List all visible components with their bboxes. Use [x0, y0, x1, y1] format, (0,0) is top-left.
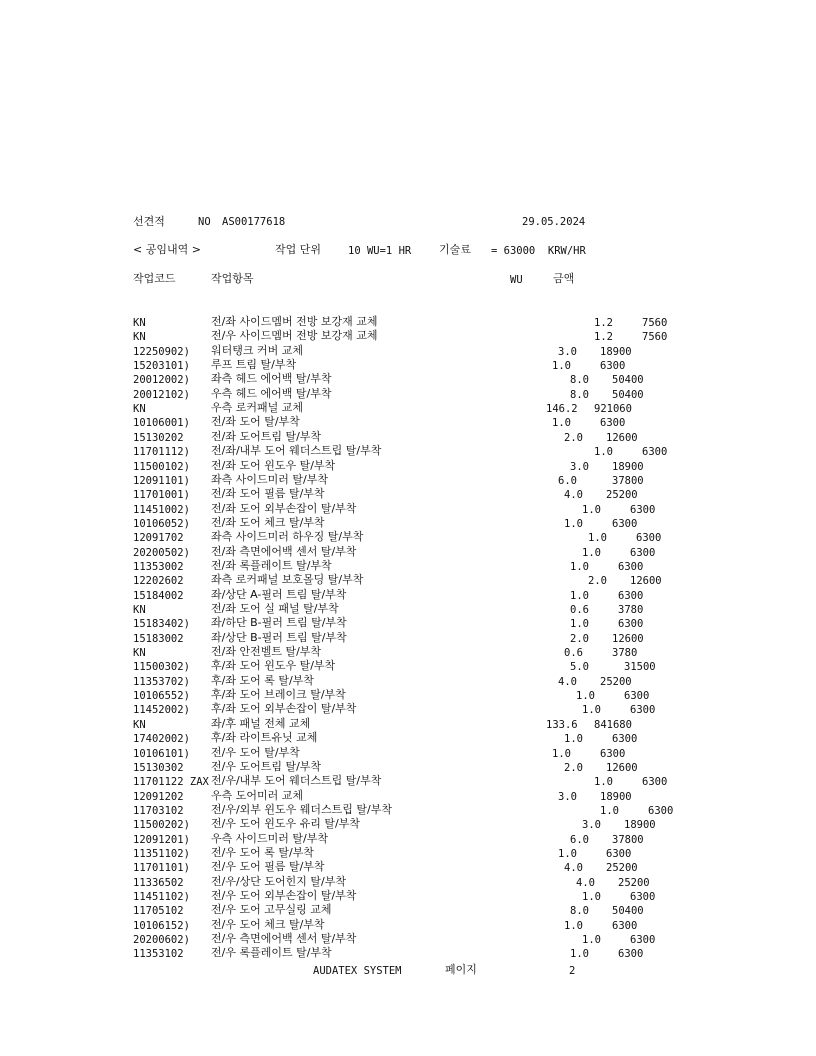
work-item-cell: 전/우 측면에어백 센서 탈/부착: [211, 932, 357, 945]
amount-cell: 31500: [624, 661, 656, 673]
work-unit-cell: 0.6: [564, 647, 583, 659]
work-unit-cell: 1.0: [594, 776, 613, 788]
document-date: 29.05.2024: [522, 216, 586, 228]
work-code-cell: 11701122 ZAX: [133, 776, 209, 788]
amount-cell: 6300: [618, 618, 644, 630]
work-code-cell: 10106001): [133, 417, 190, 429]
work-code-cell: KN: [133, 331, 146, 343]
work-item-cell: 전/우 사이드멤버 전방 보강재 교체: [211, 329, 378, 342]
work-unit-cell: 1.0: [552, 748, 571, 760]
work-item-cell: 좌/상단 A-필러 트림 탈/부착: [211, 588, 347, 601]
work-code-cell: 20200502): [133, 547, 190, 559]
work-code-cell: 10106052): [133, 518, 190, 530]
work-item-cell: 전/우 도어 필름 탈/부착: [211, 860, 325, 873]
work-item-cell: 전/우 도어 외부손잡이 탈/부착: [211, 889, 357, 902]
amount-cell: 18900: [600, 346, 632, 358]
work-unit-cell: 1.0: [582, 704, 601, 716]
work-code-cell: 10106152): [133, 920, 190, 932]
amount-cell: 50400: [612, 905, 644, 917]
work-unit-value: 10 WU=1 HR: [348, 245, 412, 257]
work-item-cell: 전/좌 도어 윈도우 탈/부착: [211, 459, 336, 472]
work-unit-cell: 4.0: [576, 877, 595, 889]
amount-cell: 7560: [642, 317, 668, 329]
work-unit-cell: 1.2: [594, 331, 613, 343]
work-unit-cell: 1.0: [582, 934, 601, 946]
work-item-cell: 전/좌 도어 필름 탈/부착: [211, 487, 325, 500]
amount-cell: 18900: [600, 791, 632, 803]
document-title: 선견적: [133, 215, 165, 228]
work-unit-cell: 1.0: [588, 532, 607, 544]
footer-page-number: 2: [569, 965, 576, 977]
document-number: AS00177618: [222, 216, 286, 228]
work-code-cell: 12091202: [133, 791, 184, 803]
work-code-cell: 11705102: [133, 905, 184, 917]
amount-cell: 6300: [630, 704, 656, 716]
work-unit-cell: 1.2: [594, 317, 613, 329]
amount-cell: 6300: [648, 805, 674, 817]
work-unit-cell: 6.0: [558, 475, 577, 487]
work-item-cell: 전/좌 록플레이트 탈/부착: [211, 559, 332, 572]
work-unit-cell: 146.2: [546, 403, 578, 415]
work-code-cell: 12091702: [133, 532, 184, 544]
amount-cell: 12600: [606, 762, 638, 774]
work-code-cell: 11500102): [133, 461, 190, 473]
work-item-cell: 후/좌 도어 록 탈/부착: [211, 674, 314, 687]
work-unit-label: 작업 단위: [275, 243, 322, 256]
work-code-cell: KN: [133, 719, 146, 731]
amount-cell: 6300: [642, 446, 668, 458]
work-code-cell: 15183402): [133, 618, 190, 630]
work-item-cell: 전/우 도어트림 탈/부착: [211, 760, 322, 773]
work-item-cell: 루프 트림 탈/부착: [211, 358, 297, 371]
footer-system-name: AUDATEX SYSTEM: [313, 965, 402, 977]
work-unit-cell: 4.0: [564, 489, 583, 501]
work-item-cell: 우측 헤드 에어백 탈/부착: [211, 387, 332, 400]
amount-cell: 921060: [594, 403, 632, 415]
column-header-wu: WU: [510, 274, 523, 286]
amount-cell: 37800: [612, 475, 644, 487]
work-code-cell: KN: [133, 317, 146, 329]
work-item-cell: 전/우 도어 탈/부착: [211, 746, 300, 759]
amount-cell: 6300: [630, 504, 656, 516]
work-code-cell: 11451102): [133, 891, 190, 903]
amount-cell: 6300: [618, 561, 644, 573]
work-code-cell: 20012102): [133, 389, 190, 401]
work-item-cell: 좌측 헤드 에어백 탈/부착: [211, 372, 332, 385]
work-unit-cell: 3.0: [558, 346, 577, 358]
work-code-cell: 11452002): [133, 704, 190, 716]
work-code-cell: 11500302): [133, 661, 190, 673]
amount-cell: 37800: [612, 834, 644, 846]
amount-cell: 6300: [618, 948, 644, 960]
work-unit-cell: 2.0: [588, 575, 607, 587]
work-unit-cell: 1.0: [576, 690, 595, 702]
work-item-cell: 우측 도어미러 교체: [211, 789, 304, 802]
work-item-cell: 전/좌 안전벨트 탈/부착: [211, 645, 322, 658]
work-unit-cell: 1.0: [600, 805, 619, 817]
work-code-cell: 11451002): [133, 504, 190, 516]
work-item-cell: 전/우 록플레이트 탈/부착: [211, 946, 332, 959]
work-code-cell: 10106101): [133, 748, 190, 760]
amount-cell: 6300: [618, 590, 644, 602]
work-code-cell: 12091201): [133, 834, 190, 846]
work-unit-cell: 1.0: [558, 848, 577, 860]
amount-cell: 3780: [612, 647, 638, 659]
work-item-cell: 전/좌 측면에어백 센서 탈/부착: [211, 545, 357, 558]
work-unit-cell: 1.0: [570, 561, 589, 573]
amount-cell: 50400: [612, 374, 644, 386]
work-unit-cell: 0.6: [570, 604, 589, 616]
work-code-cell: 11701101): [133, 862, 190, 874]
work-unit-cell: 1.0: [594, 446, 613, 458]
work-code-cell: 11703102: [133, 805, 184, 817]
work-item-cell: 전/우 도어 윈도우 유리 탈/부착: [211, 817, 360, 830]
amount-cell: 6300: [600, 748, 626, 760]
amount-cell: 6300: [612, 920, 638, 932]
work-unit-cell: 1.0: [570, 948, 589, 960]
work-unit-cell: 1.0: [564, 518, 583, 530]
work-code-cell: 10106552): [133, 690, 190, 702]
work-code-cell: 15203101): [133, 360, 190, 372]
amount-cell: 18900: [624, 819, 656, 831]
work-item-cell: 전/좌 도어 실 패널 탈/부착: [211, 602, 339, 615]
work-code-cell: 20200602): [133, 934, 190, 946]
amount-cell: 25200: [606, 489, 638, 501]
amount-cell: 6300: [630, 891, 656, 903]
work-item-cell: 좌측 사이드미러 하우징 탈/부착: [211, 530, 364, 543]
work-unit-cell: 1.0: [582, 547, 601, 559]
amount-cell: 3780: [618, 604, 644, 616]
work-unit-cell: 1.0: [582, 891, 601, 903]
amount-cell: 12600: [612, 633, 644, 645]
work-unit-cell: 1.0: [570, 590, 589, 602]
column-header-code: 작업코드: [133, 272, 176, 285]
amount-cell: 6300: [600, 360, 626, 372]
work-item-cell: 전/우/내부 도어 웨더스트립 탈/부착: [211, 774, 382, 787]
amount-cell: 6300: [606, 848, 632, 860]
work-unit-cell: 5.0: [570, 661, 589, 673]
work-unit-cell: 1.0: [582, 504, 601, 516]
footer-page-label: 페이지: [445, 963, 477, 976]
work-item-cell: 전/우/상단 도어힌지 탈/부착: [211, 875, 346, 888]
work-item-cell: 좌측 로커패널 보호몰딩 탈/부착: [211, 573, 364, 586]
work-code-cell: 15130302: [133, 762, 184, 774]
amount-cell: 25200: [606, 862, 638, 874]
work-unit-cell: 8.0: [570, 374, 589, 386]
work-item-cell: 좌측 사이드미러 탈/부착: [211, 473, 328, 486]
amount-cell: 6300: [630, 547, 656, 559]
work-code-cell: 11701112): [133, 446, 190, 458]
work-unit-cell: 1.0: [570, 618, 589, 630]
work-item-cell: 전/우 도어 체크 탈/부착: [211, 918, 325, 931]
work-code-cell: 20012002): [133, 374, 190, 386]
work-code-cell: 15183002: [133, 633, 184, 645]
work-code-cell: 12202602: [133, 575, 184, 587]
work-code-cell: 11336502: [133, 877, 184, 889]
amount-cell: 6300: [612, 518, 638, 530]
work-unit-cell: 8.0: [570, 905, 589, 917]
work-unit-cell: 133.6: [546, 719, 578, 731]
amount-cell: 25200: [618, 877, 650, 889]
amount-cell: 50400: [612, 389, 644, 401]
work-unit-cell: 4.0: [558, 676, 577, 688]
work-code-cell: 11353702): [133, 676, 190, 688]
work-item-cell: 전/좌/내부 도어 웨더스트립 탈/부착: [211, 444, 382, 457]
section-heading: < 공임내역 >: [133, 243, 201, 256]
work-unit-cell: 2.0: [570, 633, 589, 645]
amount-cell: 6300: [642, 776, 668, 788]
work-unit-cell: 4.0: [564, 862, 583, 874]
labor-rate-value: = 63000 KRW/HR: [491, 245, 586, 257]
amount-cell: 6300: [612, 733, 638, 745]
work-item-cell: 전/좌 도어트림 탈/부착: [211, 430, 322, 443]
amount-cell: 6300: [630, 934, 656, 946]
work-code-cell: 12250902): [133, 346, 190, 358]
amount-cell: 6300: [600, 417, 626, 429]
work-item-cell: 전/우 도어 록 탈/부착: [211, 846, 314, 859]
work-item-cell: 후/좌 라이트유닛 교체: [211, 731, 318, 744]
work-unit-cell: 2.0: [564, 762, 583, 774]
amount-cell: 841680: [594, 719, 632, 731]
work-code-cell: 11353002: [133, 561, 184, 573]
amount-cell: 7560: [642, 331, 668, 343]
work-code-cell: KN: [133, 604, 146, 616]
work-code-cell: 15184002: [133, 590, 184, 602]
column-header-item: 작업항목: [211, 272, 254, 285]
work-code-cell: 15130202: [133, 432, 184, 444]
work-item-cell: 좌/상단 B-필러 트림 탈/부착: [211, 631, 347, 644]
work-item-cell: 워터탱크 커버 교체: [211, 344, 304, 357]
work-code-cell: 12091101): [133, 475, 190, 487]
amount-cell: 6300: [624, 690, 650, 702]
work-unit-cell: 1.0: [552, 360, 571, 372]
work-item-cell: 전/좌 사이드멤버 전방 보강재 교체: [211, 315, 378, 328]
work-unit-cell: 1.0: [564, 920, 583, 932]
work-item-cell: 좌/하단 B-필러 트림 탈/부착: [211, 616, 347, 629]
work-code-cell: KN: [133, 647, 146, 659]
work-item-cell: 후/좌 도어 브레이크 탈/부착: [211, 688, 346, 701]
work-code-cell: 11353102: [133, 948, 184, 960]
work-item-cell: 후/좌 도어 윈도우 탈/부착: [211, 659, 336, 672]
document-number-label: NO: [198, 216, 211, 228]
work-unit-cell: 1.0: [564, 733, 583, 745]
work-unit-cell: 6.0: [570, 834, 589, 846]
work-code-cell: 11500202): [133, 819, 190, 831]
work-item-cell: 전/우/외부 윈도우 웨더스트립 탈/부착: [211, 803, 392, 816]
work-code-cell: KN: [133, 403, 146, 415]
work-unit-cell: 3.0: [558, 791, 577, 803]
work-unit-cell: 3.0: [570, 461, 589, 473]
work-item-cell: 후/좌 도어 외부손잡이 탈/부착: [211, 702, 357, 715]
work-item-cell: 좌/후 패널 전체 교체: [211, 717, 311, 730]
work-item-cell: 전/좌 도어 체크 탈/부착: [211, 516, 325, 529]
amount-cell: 12600: [630, 575, 662, 587]
labor-rate-label: 기술료: [439, 243, 471, 256]
work-code-cell: 11351102): [133, 848, 190, 860]
work-item-cell: 전/우 도어 고무실링 교체: [211, 903, 332, 916]
work-item-cell: 우측 사이드미러 탈/부착: [211, 832, 328, 845]
column-header-amount: 금액: [553, 272, 575, 285]
work-unit-cell: 1.0: [552, 417, 571, 429]
amount-cell: 25200: [600, 676, 632, 688]
work-unit-cell: 8.0: [570, 389, 589, 401]
amount-cell: 18900: [612, 461, 644, 473]
work-code-cell: 11701001): [133, 489, 190, 501]
amount-cell: 6300: [636, 532, 662, 544]
work-item-cell: 우측 로커패널 교체: [211, 401, 304, 414]
work-unit-cell: 3.0: [582, 819, 601, 831]
work-unit-cell: 2.0: [564, 432, 583, 444]
work-code-cell: 17402002): [133, 733, 190, 745]
work-item-cell: 전/좌 도어 탈/부착: [211, 415, 300, 428]
work-item-cell: 전/좌 도어 외부손잡이 탈/부착: [211, 502, 357, 515]
amount-cell: 12600: [606, 432, 638, 444]
